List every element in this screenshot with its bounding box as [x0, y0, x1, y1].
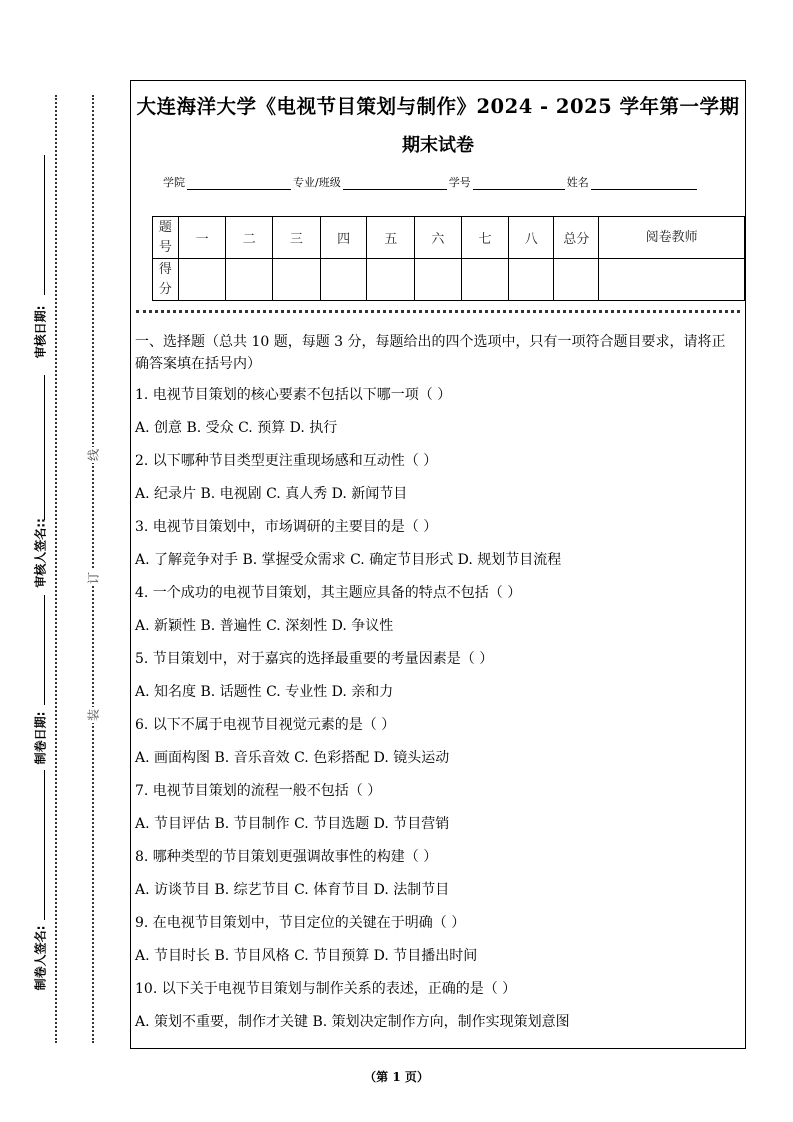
col-header: 三 — [273, 217, 321, 259]
binding-char-staple: 订 — [86, 571, 101, 585]
score-cell[interactable] — [461, 259, 509, 301]
compile-date-underline — [44, 595, 45, 705]
question-text: 8. 哪种类型的节目策划更强调故事性的构建（ ） — [135, 849, 438, 865]
student-id-field[interactable] — [473, 177, 565, 190]
question-options: A. 了解竞争对手 B. 掌握受众需求 C. 确定节目形式 D. 规划节目流程 — [135, 552, 562, 568]
col-header: 七 — [461, 217, 509, 259]
question-list — [135, 384, 739, 1044]
binding-char-bind: 装 — [86, 708, 101, 722]
question-number-label: 题号 — [153, 217, 179, 259]
col-header-grader: 阅卷教师 — [599, 217, 745, 259]
exam-subtitle: 期末试卷 — [402, 135, 474, 156]
col-header: 一 — [178, 217, 226, 259]
col-header: 四 — [320, 217, 367, 259]
exam-frame — [130, 80, 746, 1049]
question-options: A. 策划不重要，制作才关键 B. 策划决定制作方向，制作实现策划意图 — [135, 1014, 570, 1030]
score-cell[interactable] — [273, 259, 321, 301]
compile-date-label: 制卷日期: — [33, 711, 48, 765]
compiler-signature-label: 制卷人签名: — [33, 925, 48, 991]
college-field[interactable] — [187, 177, 291, 190]
score-cell[interactable] — [554, 259, 599, 301]
score-table — [152, 216, 745, 301]
page-number: （第 1 页） — [364, 1070, 429, 1084]
review-date-underline — [44, 155, 45, 295]
question-options: A. 纪录片 B. 电视剧 C. 真人秀 D. 新闻节目 — [135, 486, 408, 502]
binding-char-line: 线 — [86, 448, 101, 462]
question-text: 4. 一个成功的电视节目策划，其主题应具备的特点不包括（ ） — [135, 585, 522, 601]
question-options: A. 创意 B. 受众 C. 预算 D. 执行 — [135, 420, 338, 436]
score-cell[interactable] — [178, 259, 226, 301]
question-options: A. 访谈节目 B. 综艺节目 C. 体育节目 D. 法制节目 — [135, 882, 450, 898]
dotted-separator — [136, 310, 740, 313]
score-cell[interactable] — [509, 259, 554, 301]
question-text: 10. 以下关于电视节目策划与制作关系的表述，正确的是（ ） — [135, 981, 517, 997]
college-label: 学院 — [163, 176, 185, 189]
compiler-signature-underline — [44, 770, 45, 920]
col-header: 二 — [226, 217, 273, 259]
question-text: 7. 电视节目策划的流程一般不包括（ ） — [135, 783, 382, 799]
question-text: 6. 以下不属于电视节目视觉元素的是（ ） — [135, 717, 396, 733]
question-options: A. 节目时长 B. 节目风格 C. 节目预算 D. 节目播出时间 — [135, 948, 478, 964]
reviewer-signature-label: 审核人签名:: — [33, 518, 48, 588]
question-text: 9. 在电视节目策划中，节目定位的关键在于明确（ ） — [135, 915, 466, 931]
major-class-field[interactable] — [343, 177, 447, 190]
question-section — [135, 331, 739, 1044]
col-header: 六 — [415, 217, 462, 259]
student-info-row — [163, 174, 699, 190]
score-cell[interactable] — [320, 259, 367, 301]
question-text: 5. 节目策划中，对于嘉宾的选择最重要的考量因素是（ ） — [135, 651, 494, 667]
score-cell[interactable] — [599, 259, 745, 301]
score-cell[interactable] — [226, 259, 273, 301]
student-id-label: 学号 — [448, 176, 471, 189]
question-options: A. 画面构图 B. 音乐音效 C. 色彩搭配 D. 镜头运动 — [135, 750, 450, 766]
question-text: 3. 电视节目策划中，市场调研的主要目的是（ ） — [135, 519, 438, 535]
question-options: A. 新颖性 B. 普遍性 C. 深刻性 D. 争议性 — [135, 618, 394, 634]
question-options: A. 节目评估 B. 节目制作 C. 节目选题 D. 节目营销 — [135, 816, 450, 832]
question-text: 2. 以下哪种节目类型更注重现场感和互动性（ ） — [135, 453, 438, 469]
score-table-score-row — [153, 259, 745, 301]
score-cell[interactable] — [367, 259, 415, 301]
name-field[interactable] — [591, 177, 697, 190]
question-options: A. 知名度 B. 话题性 C. 专业性 D. 亲和力 — [135, 684, 394, 700]
col-header-total: 总分 — [554, 217, 599, 259]
section-heading: 一、选择题（总共 10 题，每题 3 分，每题给出的四个选项中，只有一项符合题目要求，请将正确答案填在括号内） — [135, 334, 726, 372]
col-header: 八 — [509, 217, 554, 259]
score-cell[interactable] — [415, 259, 462, 301]
name-label: 姓名 — [566, 176, 589, 189]
reviewer-signature-underline — [44, 375, 45, 520]
exam-title: 大连海洋大学《电视节目策划与制作》2024 - 2025 学年第一学期 — [136, 95, 740, 118]
score-table-header-row — [153, 217, 745, 259]
major-class-label: 专业/班级 — [293, 176, 341, 189]
binding-dotted-line-outer — [55, 95, 57, 1043]
score-label: 得分 — [153, 259, 179, 301]
col-header: 五 — [367, 217, 415, 259]
question-text: 1. 电视节目策划的核心要素不包括以下哪一项（ ） — [135, 387, 452, 403]
review-date-label: 审核日期: — [33, 305, 48, 359]
